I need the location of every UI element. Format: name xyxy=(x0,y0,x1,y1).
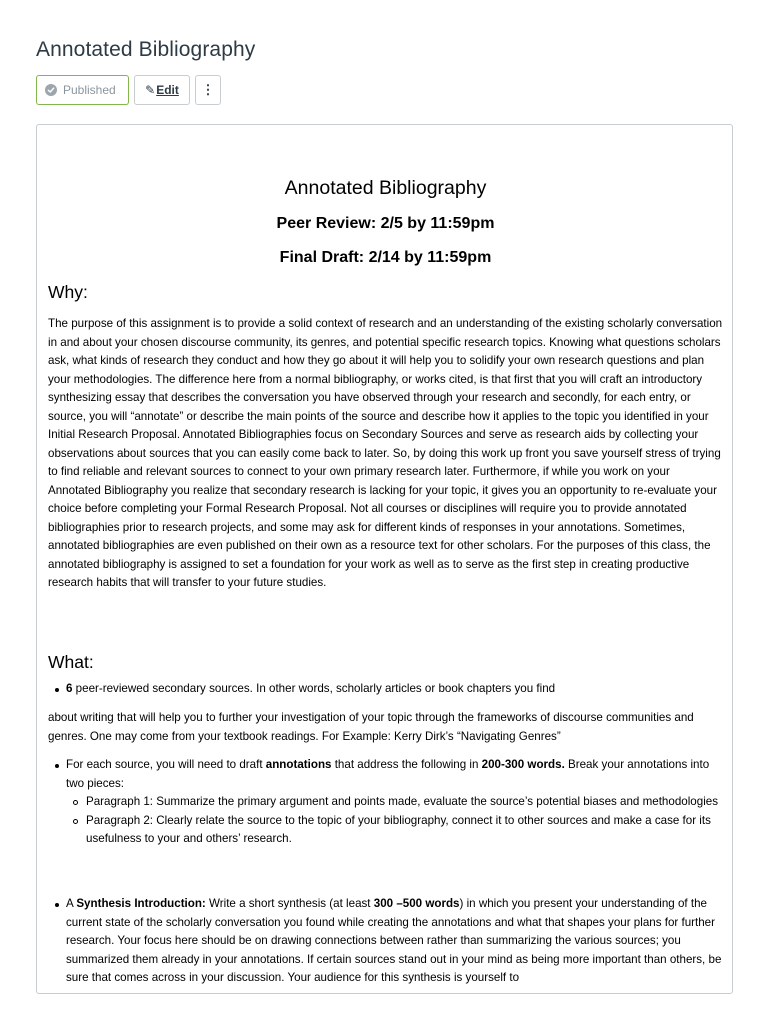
why-paragraph: The purpose of this assignment is to provide a solid context of research and an understanding of the existing scholarly conversation in and about your chosen discourse community, its genres, and potential specific research topics. Knowing what questions scholars ask, what kinds of research they conduct and how they go about it will help you to solidify your own research questions and plan your methodologies. The difference here from a normal bibliography, or works cited, is that first that you will craft an introductory synthesizing essay that describes the conversation you have observed through your research and secondly, for each entry, or source, you will “annotate” or describe the main points of the source and describe how it applies to the topic you identified in your Initial Research Proposal. Annotated Bibliographies focus on Secondary Sources and serve as research aids by collecting your observations about sources that you can easily come back to later. So, by doing this work up front you save yourself stress of trying to find reliable and relevant sources to connect to your own primary research later. Furthermore, if while you work on your Annotated Bibliography you realize that secondary research is lacking for your topic, it gives you an opportunity to re-evaluate your choice before completing your Formal Research Proposal. Not all courses or disciplines will require you to provide annotated bibliographies prior to research projects, and some may ask for different kinds of responses in your annotations. Sometimes, annotated bibliographies are even published on their own as a resource text for other scholars. For the purposes of this class, the annotated bibliography is assigned to set a foundation for your work as well as to serve as the first step in creating productive research habits that will transfer to your future studies. xyxy=(48,317,723,589)
annotations-bold: annotations xyxy=(265,758,332,771)
word-count-bold: 200-300 words. xyxy=(481,758,565,771)
list-item-text: Break your annotations into two pieces: xyxy=(66,758,710,790)
published-button[interactable] xyxy=(36,75,129,105)
list-item-text: ) in which you present your understanding of the current state of the scholarly conversation you found while creating the annotations and what that shapes your plans for further research. Your focus here should be on drawing connections between rather than summarizing the various sources; you summarized them already in your annotations. If certain sources stand out in your mind as being more important than others, be sure that comes across in your discussion. Your audience for this synthesis is yourself to xyxy=(66,897,722,984)
writing-paragraph: about writing that will help you to further your investigation of your topic through the frameworks of discourse communities and genres. One may come from your textbook readings. For Example: Kerry Dirk’s “Navigating Genres” xyxy=(48,711,694,743)
edit-label: Edit xyxy=(156,83,179,97)
peer-review-date: Peer Review: 2/5 by 11:59pm xyxy=(276,215,495,232)
requirements-list-2 xyxy=(48,756,723,849)
source-count: 6 xyxy=(66,682,73,695)
word-range-bold: 300 –500 words xyxy=(373,897,460,910)
assignment-content-frame[interactable] xyxy=(36,124,733,994)
final-draft-date: Final Draft: 2/14 by 11:59pm xyxy=(279,249,492,266)
more-options-button[interactable] xyxy=(195,75,221,105)
list-item xyxy=(48,756,723,849)
synthesis-bold: Synthesis Introduction: xyxy=(76,897,206,910)
sub-list-item: Paragraph 1: Summarize the primary argument and points made, evaluate the source’s potential biases and methodologies xyxy=(86,793,723,812)
why-heading: Why: xyxy=(48,282,88,302)
toolbar xyxy=(36,75,221,105)
page-title: Annotated Bibliography xyxy=(36,38,256,61)
edit-button[interactable] xyxy=(134,75,190,105)
list-item-text: For each source, you will need to draft xyxy=(66,758,266,771)
requirements-list-3 xyxy=(48,895,723,988)
what-heading: What: xyxy=(48,652,94,672)
list-item-text: peer-reviewed secondary sources. In other words, scholarly articles or book chapters you find xyxy=(72,682,556,695)
list-item xyxy=(48,680,723,699)
list-item-text: A xyxy=(66,897,77,910)
check-icon xyxy=(45,84,57,96)
pencil-icon: ✎ xyxy=(145,83,156,97)
published-label: Published xyxy=(63,83,116,97)
list-item-text: that address the following in xyxy=(331,758,482,771)
list-item xyxy=(48,895,723,988)
annotation-sublist xyxy=(66,793,723,849)
sub-list-item: Paragraph 2: Clearly relate the source to the topic of your bibliography, connect it to other sources and make a case for its usefulness to your and others’ research. xyxy=(86,812,723,849)
document-title: Annotated Bibliography xyxy=(284,177,487,199)
list-item-text: Write a short synthesis (at least xyxy=(205,897,374,910)
kebab-icon: ⋮ xyxy=(201,82,215,97)
requirements-list-1 xyxy=(48,680,723,699)
